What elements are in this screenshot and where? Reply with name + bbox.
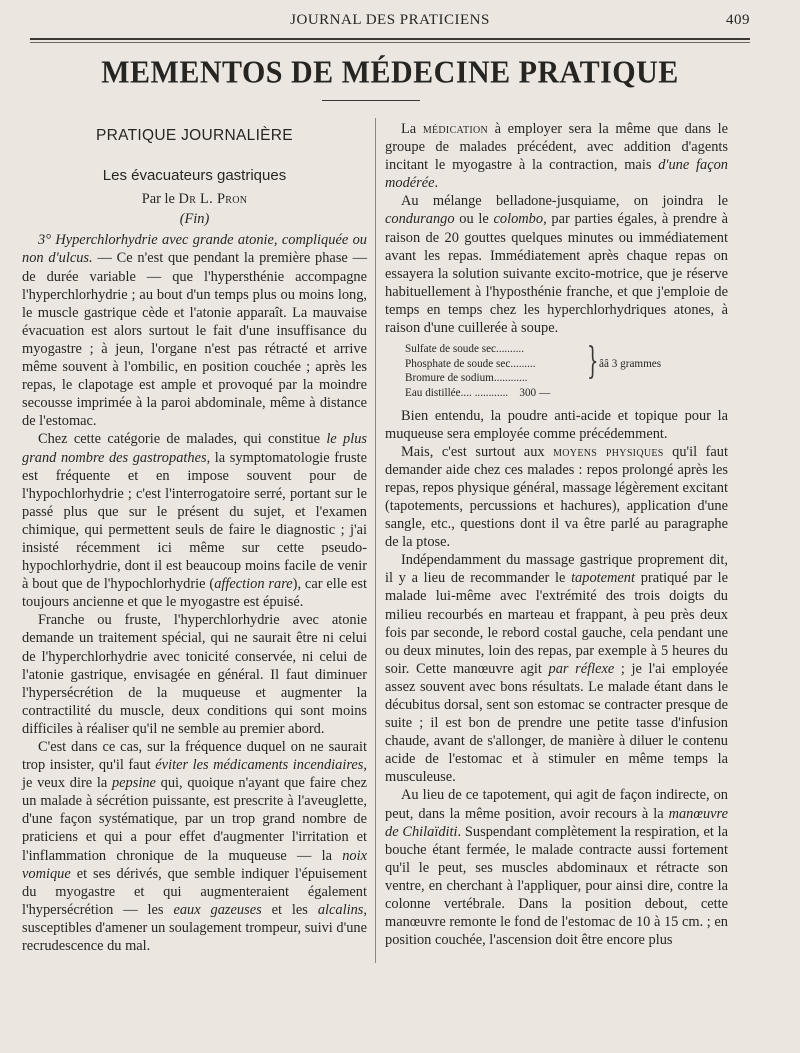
paragraph-lead: 3° Hyperchlorhydrie avec grande atonie, compliquée ou non d'ulcus. — [22, 232, 367, 267]
text-run: . — [434, 175, 439, 192]
text-run: et ses dérivés, que semble indiquer l'épuisement du myogastre et qui augmenteraient également l'hypersécrétion — les — [22, 865, 367, 918]
emphasis: éviter les médicaments incendiaires — [155, 757, 364, 774]
text-run: qu'il faut demander aide chez ces malades : repos prolongé après les repas, repos physique général, massage légèrement excitant (tapotements, percussions et hachures), application d'une sangle, etc., questions dont il va être parlé au paragraphe de la ptose. — [385, 443, 728, 551]
column-divider — [375, 118, 376, 963]
emphasis: affection rare — [214, 576, 293, 593]
header-rule — [30, 38, 750, 40]
paragraph: Bien entendu, la poudre anti-acide et topique pour la muqueuse sera employée comme précédemment. — [385, 407, 728, 442]
paragraph — [385, 786, 728, 949]
prescription-quantity: 300 — — [519, 386, 551, 399]
emphasis: le plus grand nombre des gastropathes — [22, 431, 367, 466]
text-run: ), car elle est toujours ancienne et que le myogastre est épuisé. — [22, 576, 367, 611]
paragraph — [385, 443, 728, 552]
paragraph — [22, 231, 367, 430]
text-run: et les — [261, 901, 318, 918]
text-run: C'est dans ce cas, sur la fréquence duquel on ne saurait trop insister, qu'il faut — [22, 739, 367, 774]
emphasis: condurango — [385, 211, 455, 228]
running-head — [30, 12, 750, 32]
byline-author: Dr L. Pron — [178, 191, 248, 208]
emphasis: manœuvre de Chilaïditi — [385, 805, 728, 840]
byline-prefix: Par le — [141, 191, 175, 208]
text-run: , je veux dire la — [22, 757, 368, 792]
text-run: La — [401, 121, 423, 137]
byline — [22, 190, 367, 208]
paragraph — [22, 430, 367, 611]
paragraph-text: — Ce n'est que pendant la première phase — de durée variable — que l'hypersthénie accompagne l'hyperchlorhydrie ; au bout d'un temps plus ou moins long, le muscle gastrique cède et l'atonie apparaît. La mauvaise évacuation est alors surtout le fait d'une insuffisance du myogastre ; à jeun, l'organe n'est pas rétracté et arrive même souvent à l'ombilic, en position couchée ; après les repas, le clapotage est ample et provoqué par la moindre secousse imprimée à la paroi abdominale, même à distance de l'estomac. — [22, 250, 367, 430]
prescription-item: Eau distillée.... ............ — [405, 386, 509, 399]
page-number: 409 — [726, 12, 750, 28]
emphasis: tapotement — [571, 570, 636, 587]
main-title: MEMENTOS DE MÉDECINE PRATIQUE — [101, 55, 679, 90]
text-run: qui, quoique n'ayant que faire chez un malade à sécrétion puissante, est prescrite à l'aveuglette, d'une façon systématique, par un trop grand nombre de praticiens et qui a pour effet d'augmenter l'irritation et l'inflammation chronique de la muqueuse — la — [22, 775, 367, 864]
small-caps: médication — [422, 121, 489, 137]
text-run: . Suspendant complètement la respiration, et la bouche étant fermée, le malade contracte aussi fortement qu'il le peut, ses muscles abdominaux et rétracte son ventre, en cherchant à l'appliquer, pour ainsi dire, contre la colonne vertébrale. Dans la position debout, cette manœuvre remonte le fond de l'estomac de 10 à 15 cm. ; en position couchée, l'ascension doit être encore plus — [385, 823, 728, 949]
text-run: ; je l'ai employée assez souvent avec bons résultats. Le malade étant dans le décubitus dorsal, sent son estomac se contracter presque de suite ; il est bon de prendre une petite tasse d'infusion chaude, avant de s'allonger, de manière à diluer le contenu acide de l'estomac et à stimuler en même temps la musculeuse. — [385, 660, 728, 786]
left-column — [22, 120, 367, 955]
text-run: à employer sera la même que dans le groupe de malades précédent, avec addition d'agents incitant le myogastre à la contraction, mais — [385, 121, 728, 174]
small-caps: moyens physiques — [553, 443, 664, 460]
text-run: Au lieu de ce tapotement, qui agit de façon indirecte, on peut, dans la même position, avoir recours à la — [385, 787, 728, 822]
text-run: ou le — [454, 211, 494, 228]
title-rule — [322, 100, 420, 101]
emphasis: noix vomique — [22, 847, 367, 882]
emphasis: eaux gazeuses — [173, 901, 262, 918]
section-title: PRATIQUE JOURNALIÈRE — [96, 127, 293, 144]
text-run: pratiqué par le malade lui-même avec l'extrémité des trois doigts du milieu recourbés en marteau et frappant, à peu près deux fois par seconde, le rebord costal gauche, cela pendant une ou deux minutes, loin des repas, par exemple à 5 heures du soir. Cette manœuvre agit — [385, 570, 728, 677]
emphasis: par réflexe — [548, 660, 615, 677]
text-run: , susceptibles d'amener un soulagement trompeur, suivi d'une recrudescence du mal. — [22, 901, 367, 955]
header-rule-thin — [30, 42, 750, 43]
brace: } — [587, 341, 599, 383]
text-run: Chez cette catégorie de malades, qui constitue — [38, 431, 327, 448]
text-run: Mais, c'est surtout aux — [401, 443, 554, 460]
article-title: Les évacuateurs gastriques — [102, 167, 287, 185]
text-run: , par parties égales, à prendre à raison de 20 gouttes quelques minutes ou immédiatement avant les repas. Immédiatement après chaque repas on essayera la solution suivante excito-motrice, que je réserve habituellement à l'hyposthénie franche, et que j'emploie de temps en temps chez les hyperchlorhydriques atones, à raison d'une cuillerée à soupe. — [385, 211, 728, 337]
paragraph — [385, 120, 728, 192]
journal-title: JOURNAL DES PRATICIENS — [290, 12, 490, 28]
prescription-item: Sulfate de soude sec.......... — [405, 343, 524, 356]
paragraph: Franche ou fruste, l'hyperchlorhydrie avec atonie demande un traitement spécial, qui ne saurait être ni celui de l'hyperchlorhydrie avec tonicité conservée, ni celui de l'atonie gastrique, envisagée en général. Il faut diminuer l'hypersécrétion de la muqueuse et augmenter la contractilité du muscle, deux conditions qui sont moins difficiles à réaliser qu'il ne semble au premier abord. — [22, 612, 367, 737]
paragraph — [22, 738, 367, 955]
right-column — [385, 120, 728, 949]
paragraph — [385, 192, 728, 337]
prescription-item: Phosphate de soude sec......... — [405, 357, 536, 370]
paragraph — [385, 551, 728, 786]
emphasis: alcalins — [317, 901, 364, 918]
emphasis: d'une façon modérée — [385, 157, 729, 192]
text-run: Au mélange belladone-jusquiame, on joindra le — [401, 193, 728, 210]
prescription-item: Bromure de sodium............ — [405, 372, 528, 385]
prescription — [405, 342, 728, 400]
prescription-item-last — [405, 386, 729, 401]
text-run: Indépendamment du massage gastrique proprement dit, il y a lieu de recommander le — [385, 552, 728, 587]
prescription-quantity: ââ 3 grammes — [599, 357, 662, 370]
emphasis: colombo — [493, 211, 544, 228]
emphasis: pepsine — [111, 775, 156, 792]
text-run: , la symptomatologie fruste est fréquente et en impose souvent pour de l'hypochlorhydrie ; c'est l'interrogatoire serré, portant sur le passé plus que sur le présent du sujet, et l'examen chimique, qui permettent seuls de faire le diagnostic ; j'ai insisté récemment ici même sur cette pseudo-hypochlorhydrie, dont il est beaucoup moins facile de venir à bout que de l'hypochlorhydrie ( — [22, 449, 367, 593]
fin-note: (Fin) — [179, 211, 210, 228]
